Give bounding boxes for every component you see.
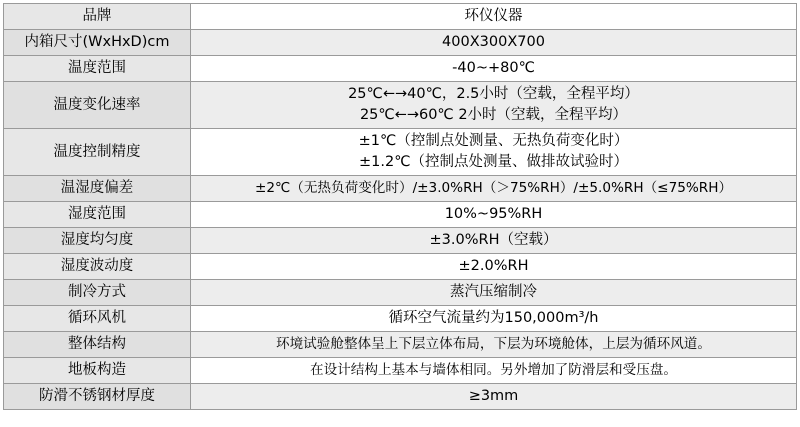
table-body xyxy=(4,4,797,410)
row-label: 防滑不锈钢材厚度 xyxy=(4,384,191,410)
row-value-line: 蒸汽压缩制冷 xyxy=(450,284,537,301)
row-value xyxy=(191,306,797,332)
row-value-lines xyxy=(195,131,792,173)
table-row xyxy=(4,358,797,384)
table-row xyxy=(4,176,797,202)
row-value-lines xyxy=(195,6,792,27)
table-row xyxy=(4,384,797,410)
row-value-line: 10%~95%RH xyxy=(444,206,543,223)
row-value xyxy=(191,254,797,280)
row-value-lines xyxy=(195,335,792,355)
row-value xyxy=(191,4,797,30)
row-value-lines xyxy=(195,58,792,79)
table-row xyxy=(4,56,797,82)
table-row xyxy=(4,129,797,176)
row-value xyxy=(191,82,797,129)
row-value-line: 400X300X700 xyxy=(442,34,545,51)
specification-table xyxy=(3,3,797,410)
row-value xyxy=(191,56,797,82)
row-value-line: ±1℃（控制点处测量、无热负荷变化时） xyxy=(358,133,629,150)
row-value-line: 环境试验舱整体呈上下层立体布局，下层为环境舱体，上层为循环风道。 xyxy=(276,335,711,352)
table-row xyxy=(4,332,797,358)
table-row xyxy=(4,82,797,129)
row-value-line: ±2℃（无热负荷变化时）/±3.0%RH（＞75%RH）/±5.0%RH（≤75%RH） xyxy=(254,179,733,196)
row-label: 湿度范围 xyxy=(4,202,191,228)
row-label: 内箱尺寸(WxHxD)cm xyxy=(4,30,191,56)
row-value xyxy=(191,202,797,228)
row-value-lines xyxy=(195,282,792,303)
row-value-line: 25℃←→60℃ 2小时（空载，全程平均） xyxy=(359,107,628,124)
row-value xyxy=(191,176,797,202)
table-row xyxy=(4,228,797,254)
table-row xyxy=(4,254,797,280)
row-value xyxy=(191,332,797,358)
row-value-line: 在设计结构上基本与墙体相同。另外增加了防滑层和受压盘。 xyxy=(309,361,678,378)
row-value-lines xyxy=(195,308,792,329)
row-value-lines xyxy=(195,256,792,277)
row-label: 温度变化速率 xyxy=(4,82,191,129)
row-value xyxy=(191,228,797,254)
row-value-lines xyxy=(195,84,792,126)
table-row xyxy=(4,202,797,228)
row-label: 温湿度偏差 xyxy=(4,176,191,202)
row-label: 湿度均匀度 xyxy=(4,228,191,254)
row-value xyxy=(191,384,797,410)
row-value-lines xyxy=(195,361,792,381)
row-value xyxy=(191,30,797,56)
row-value-line: ±2.0%RH xyxy=(458,258,529,275)
row-value xyxy=(191,129,797,176)
row-value-line: ±3.0%RH（空载） xyxy=(429,232,558,249)
row-value-lines xyxy=(195,204,792,225)
row-value-line: ±1.2℃（控制点处测量、做排故试验时） xyxy=(359,154,628,171)
row-value xyxy=(191,280,797,306)
table-row xyxy=(4,4,797,30)
row-label: 湿度波动度 xyxy=(4,254,191,280)
table-row xyxy=(4,30,797,56)
row-value-line: -40~+80℃ xyxy=(452,60,535,77)
row-value-lines xyxy=(195,179,792,199)
row-label: 循环风机 xyxy=(4,306,191,332)
row-value-lines xyxy=(195,386,792,407)
row-value-line: 25℃←→40℃，2.5小时（空载，全程平均） xyxy=(348,86,639,103)
row-value-line: ≥3mm xyxy=(468,388,519,405)
row-label: 温度控制精度 xyxy=(4,129,191,176)
row-value-lines xyxy=(195,32,792,53)
table-row xyxy=(4,280,797,306)
row-value xyxy=(191,358,797,384)
row-label: 地板构造 xyxy=(4,358,191,384)
row-value-line: 环仪仪器 xyxy=(464,8,523,24)
row-label: 品牌 xyxy=(4,4,191,30)
row-label: 整体结构 xyxy=(4,332,191,358)
row-label: 制冷方式 xyxy=(4,280,191,306)
row-label: 温度范围 xyxy=(4,56,191,82)
row-value-line: 循环空气流量约为150,000m³/h xyxy=(388,310,599,327)
table-row xyxy=(4,306,797,332)
row-value-lines xyxy=(195,230,792,251)
